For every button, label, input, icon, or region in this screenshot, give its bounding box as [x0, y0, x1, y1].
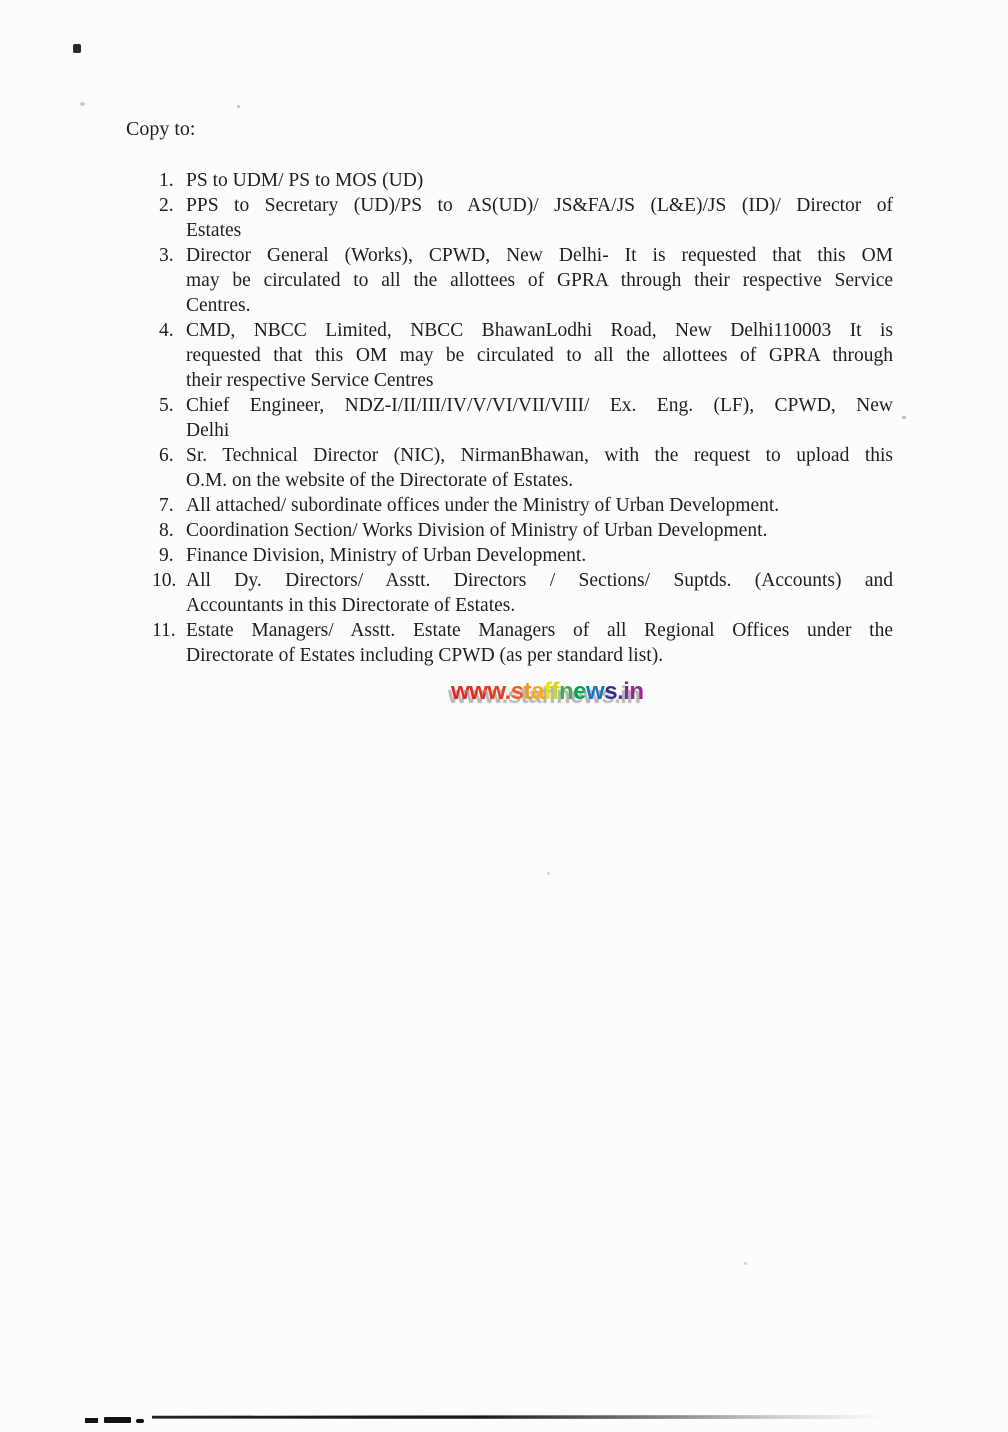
list-item-number: 1. — [159, 170, 174, 191]
list-item-text — [186, 318, 893, 393]
text-line: Director General (Works), CPWD, New Delhi- It is requested that this OM — [186, 245, 893, 266]
scan-speck — [73, 44, 81, 53]
text-line: All Dy. Directors/ Asstt. Directors / Sections/ Suptds. (Accounts) and — [186, 570, 893, 591]
list-item-number: 2. — [159, 195, 174, 216]
watermark-letter: . — [617, 678, 624, 705]
text-line: their respective Service Centres — [186, 370, 434, 391]
watermark-letter: s — [510, 678, 524, 705]
text-line: Estate Managers/ Asstt. Estate Managers of all Regional Offices under the — [186, 620, 893, 641]
list-item-text — [186, 443, 893, 493]
list-item-number: 9. — [159, 545, 174, 566]
list-item — [152, 243, 893, 318]
text-line: Centres. — [186, 295, 251, 316]
watermark-letter: w — [487, 678, 505, 705]
list-item-number: 5. — [159, 395, 174, 416]
text-line: Finance Division, Ministry of Urban Development. — [186, 545, 587, 566]
list-item — [152, 568, 893, 618]
text-line: Chief Engineer, NDZ-I/II/III/IV/V/VI/VII/VIII/ Ex. Eng. (LF), CPWD, New — [186, 395, 893, 416]
scan-speck — [237, 105, 240, 108]
list-item-number: 4. — [159, 320, 174, 341]
watermark-letter: f — [544, 678, 552, 705]
list-item-number: 6. — [159, 445, 174, 466]
watermark-letter: w — [451, 678, 470, 705]
copy-to-heading: Copy to: — [126, 118, 196, 140]
staffnews-watermark — [451, 678, 644, 706]
distribution-list — [152, 168, 893, 668]
text-line: Estates — [186, 220, 242, 241]
watermark-letter: t — [523, 678, 532, 705]
list-item-text — [186, 168, 893, 193]
list-item-number: 7. — [159, 495, 174, 516]
scan-speck — [547, 872, 550, 875]
text-line: O.M. on the website of the Directorate of Estates. — [186, 470, 574, 491]
watermark-letter: w — [469, 678, 488, 705]
watermark-text — [451, 678, 644, 705]
list-item-text — [186, 568, 893, 618]
list-item-text — [186, 618, 893, 668]
watermark-letter: s — [604, 678, 618, 705]
list-item — [152, 518, 893, 543]
watermark-letter: . — [504, 678, 511, 705]
watermark-letter: n — [559, 678, 574, 705]
list-item-number: 3. — [159, 245, 174, 266]
scan-speck — [744, 1262, 747, 1265]
text-line: Coordination Section/ Works Division of Ministry of Urban Development. — [186, 520, 768, 541]
scan-artifact-dash — [104, 1417, 131, 1423]
list-item — [152, 193, 893, 243]
list-item-number: 8. — [159, 520, 174, 541]
list-item-text — [186, 393, 893, 443]
scan-speck — [902, 416, 906, 419]
list-item — [152, 443, 893, 493]
text-line: Delhi — [186, 420, 230, 441]
text-line: All attached/ subordinate offices under the Ministry of Urban Development. — [186, 495, 780, 516]
list-item-text — [186, 493, 893, 518]
scan-artifact-dash — [85, 1418, 98, 1423]
text-line: may be circulated to all the allottees of GPRA through their respective Service — [186, 270, 893, 291]
list-item-text — [186, 193, 893, 243]
list-item-text — [186, 243, 893, 318]
text-line: requested that this OM may be circulated to all the allottees of GPRA through — [186, 345, 893, 366]
text-line: Directorate of Estates including CPWD (as per standard list). — [186, 645, 664, 666]
watermark-letter: e — [573, 678, 587, 705]
watermark-letter: i — [623, 678, 630, 705]
list-item-text — [186, 543, 893, 568]
scan-artifact-line — [152, 1415, 882, 1419]
list-item — [152, 493, 893, 518]
text-line: PS to UDM/ PS to MOS (UD) — [186, 170, 424, 191]
scan-speck — [80, 102, 85, 106]
list-item — [152, 543, 893, 568]
text-line: Sr. Technical Director (NIC), NirmanBhawan, with the request to upload this — [186, 445, 893, 466]
list-item-number: 11. — [152, 620, 176, 641]
watermark-letter: a — [531, 678, 545, 705]
list-item — [152, 618, 893, 668]
watermark-letter: f — [551, 678, 560, 705]
list-item — [152, 168, 893, 193]
list-item — [152, 393, 893, 443]
scan-artifact-dot — [136, 1419, 144, 1423]
list-item-number: 10. — [152, 570, 177, 591]
watermark-letter: w — [586, 678, 605, 705]
text-line: CMD, NBCC Limited, NBCC BhawanLodhi Road, New Delhi110003 It is — [186, 320, 893, 341]
text-line: Accountants in this Directorate of Estates. — [186, 595, 516, 616]
list-item — [152, 318, 893, 393]
text-line: PPS to Secretary (UD)/PS to AS(UD)/ JS&FA/JS (L&E)/JS (ID)/ Director of — [186, 195, 893, 216]
list-item-text — [186, 518, 893, 543]
watermark-letter: n — [629, 678, 644, 705]
